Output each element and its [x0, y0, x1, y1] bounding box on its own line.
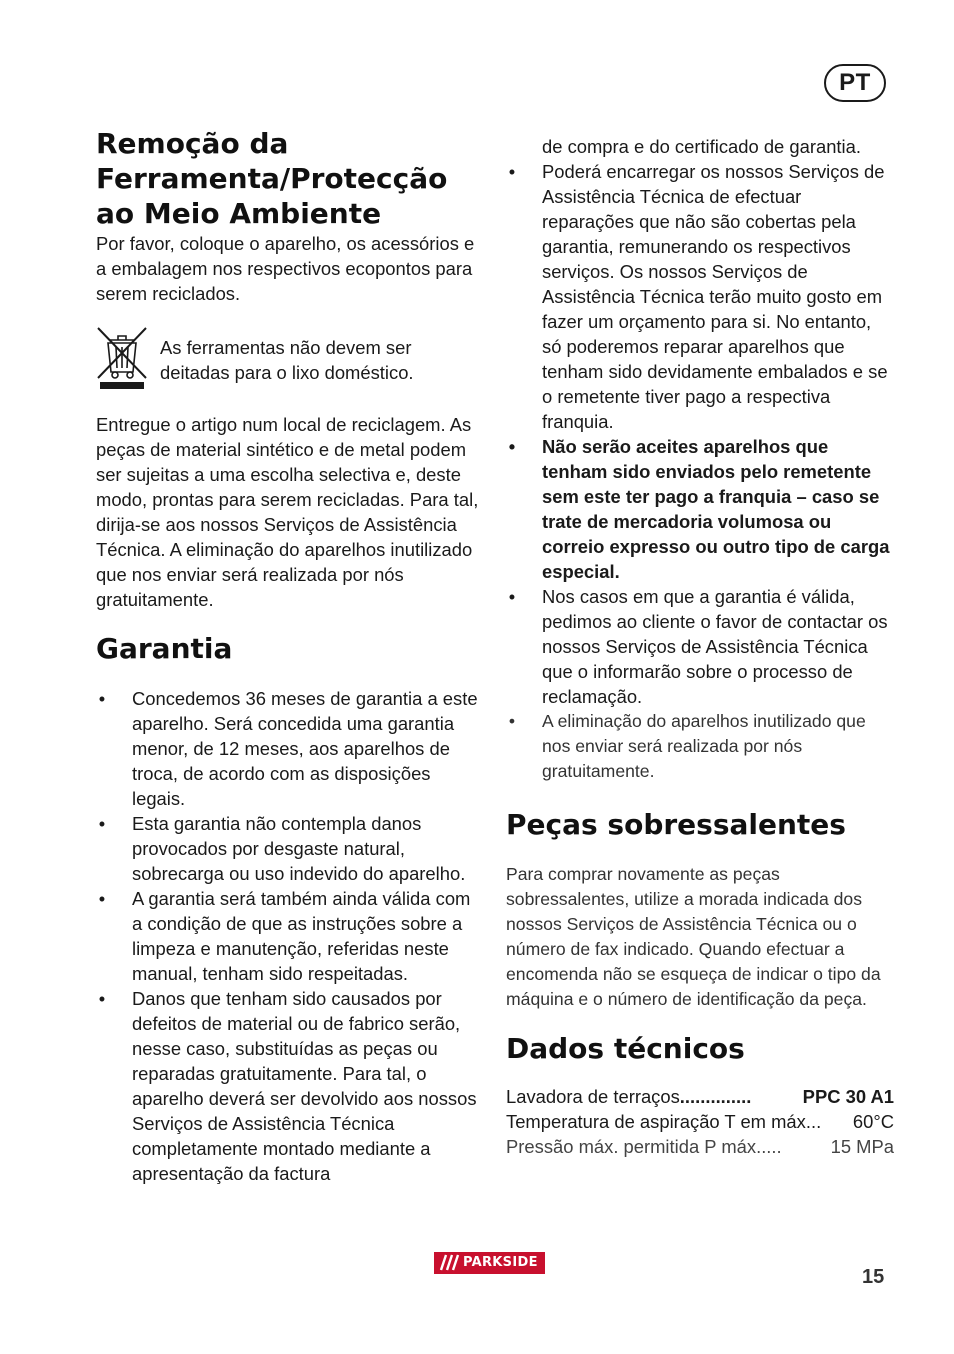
spec-label: Lavadora de terraços — [506, 1086, 680, 1107]
spare-parts-heading: Peças sobressalentes — [506, 808, 846, 841]
spec-row — [506, 1109, 894, 1134]
spec-value: 15 MPa — [830, 1136, 894, 1157]
disposal-intro: Por favor, coloque o aparelho, os acessórios e a embalagem nos respectivos ecopontos para serem reciclados. — [96, 233, 475, 304]
warranty-list-continued — [506, 159, 894, 784]
bullet-dot: • — [508, 436, 516, 457]
right-column — [506, 134, 894, 1159]
tech-data-heading: Dados técnicos — [506, 1032, 745, 1065]
list-item-warning — [506, 434, 894, 584]
spec-value: 60°C — [852, 1111, 894, 1132]
warranty-heading: Garantia — [96, 632, 233, 665]
bullet-dot: • — [98, 888, 106, 909]
language-badge — [824, 64, 886, 102]
crossed-out-wheelie-bin-icon — [96, 326, 148, 390]
spec-row — [506, 1134, 894, 1159]
brand-name: PARKSIDE — [461, 1253, 544, 1273]
disposal-heading: Remoção da Ferramenta/Protecção ao Meio Ambiente — [96, 127, 448, 230]
list-item-text: A eliminação do aparelhos inutilizado que nos enviar será realizada por nós gratuitamente. — [542, 711, 866, 781]
list-item — [96, 886, 482, 986]
list-item — [506, 709, 894, 784]
disposal-body: Entregue o artigo num local de reciclagem. As peças de material sintético e de metal podem ser sujeitas a uma escolha selectiva e, deste modo, prontas para serem recicladas. Para tal, dirija-se aos nossos Serviços de Assistência Técnica. A eliminação do aparelhos inutilizado que nos enviar será realizada por nós gratuitamente. — [96, 414, 479, 610]
list-item-text: A garantia será também ainda válida com a condição de que as instruções sobre a limpeza e manutenção, referidas neste manual, tenham sido respeitadas. — [132, 888, 471, 984]
bullet-dot: • — [98, 988, 106, 1009]
logo-stripes-icon — [435, 1253, 461, 1273]
spec-label: Temperatura de aspiração T em máx.. — [506, 1111, 817, 1132]
spec-value: PPC 30 A1 — [802, 1086, 894, 1107]
disposal-icon-note: As ferramentas não devem ser deitadas para o lixo doméstico. — [160, 337, 414, 383]
list-item-text: Danos que tenham sido causados por defeitos de material ou de fabrico serão, nesse caso, substituídas as peças ou reparadas gratuitamente. Para tal, o aparelho deverá ser devolvido aos nossos Serviços de Assistência Técnica completamente montado mediante a apresentação da factura — [132, 988, 477, 1184]
list-item — [96, 686, 482, 811]
parkside-logo — [434, 1252, 545, 1274]
tech-data-table — [506, 1084, 894, 1159]
warranty-continuation: de compra e do certificado de garantia. — [542, 136, 861, 157]
bullet-dot: • — [98, 813, 106, 834]
list-item-text: Não serão aceites aparelhos que tenham sido enviados pelo remetente sem este ter pago a franquia – caso se trate de mercadoria volumosa ou correio expresso ou outro tipo de carga especial. — [542, 436, 890, 582]
list-item — [96, 986, 482, 1186]
left-column — [96, 126, 482, 1186]
list-item — [96, 811, 482, 886]
spare-parts-body: Para comprar novamente as peças sobressalentes, utilize a morada indicada dos nossos Serviços de Assistência Técnica ou o número de fax indicado. Quando efectuar a encomenda não se esqueça de indicar o tipo da máquina e o número de identificação da peça. — [506, 864, 881, 1009]
spec-row — [506, 1084, 894, 1109]
list-item-text: Esta garantia não contempla danos provocados por desgaste natural, sobrecarga ou uso indevido do aparelho. — [132, 813, 466, 884]
list-item-text: Poderá encarregar os nossos Serviços de Assistência Técnica de efectuar reparações que não são cobertas pela garantia, remunerando os respectivos serviços. Os nossos Serviços de Assistência Técnica terão muito gosto em fazer um orçamento para si. No entanto, só poderemos reparar aparelhos que tenham sido devidamente embalados e se o remetente tiver pago a respectiva franquia. — [542, 161, 888, 432]
spec-leader: .............. — [679, 1086, 752, 1107]
bullet-dot: • — [98, 688, 106, 709]
spec-leader: .... — [761, 1136, 782, 1157]
bullet-dot: • — [508, 161, 516, 182]
page-number: 15 — [862, 1266, 885, 1288]
spec-leader: . — [816, 1111, 822, 1132]
language-code: PT — [839, 69, 871, 96]
warranty-list — [96, 686, 482, 1186]
list-item — [506, 584, 894, 709]
spec-label: Pressão máx. permitida P máx. — [506, 1136, 762, 1157]
list-item-text: Concedemos 36 meses de garantia a este aparelho. Será concedida uma garantia menor, de 12 meses, aos aparelhos de troca, de acordo com as disposições legais. — [132, 688, 478, 809]
disposal-notice — [96, 326, 482, 390]
list-item-text: Nos casos em que a garantia é válida, pedimos ao cliente o favor de contactar os nossos Serviços de Assistência Técnica que o informarão sobre o processo de reclamação. — [542, 586, 888, 707]
bullet-dot: • — [508, 711, 516, 731]
bullet-dot: • — [508, 586, 516, 607]
list-item — [506, 159, 894, 434]
